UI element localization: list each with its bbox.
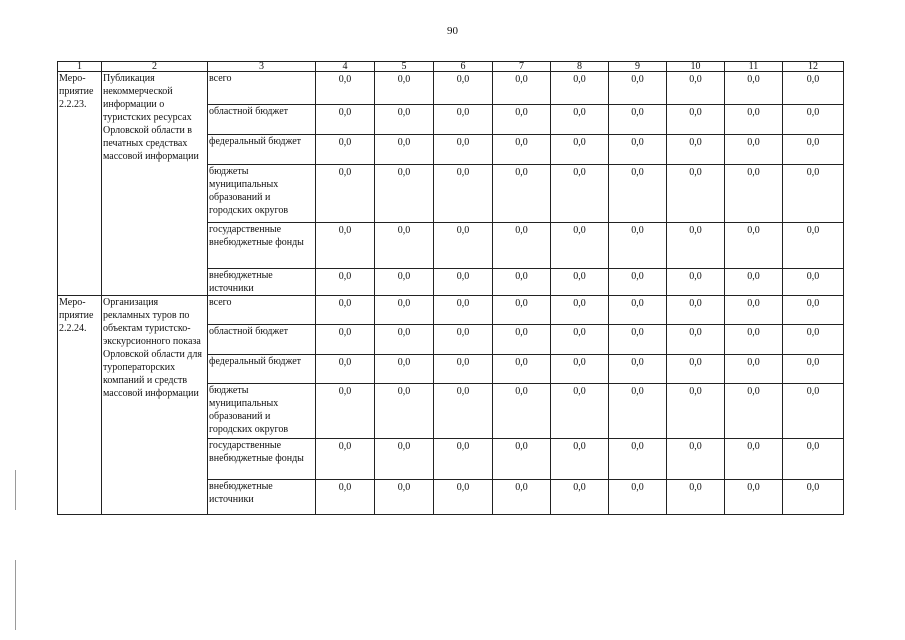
- value-cell: 0,0: [725, 105, 783, 135]
- value-cell: 0,0: [434, 384, 493, 439]
- funding-source: федеральный бюджет: [208, 355, 316, 384]
- value-cell: 0,0: [725, 223, 783, 269]
- value-cell: 0,0: [609, 439, 667, 480]
- value-cell: 0,0: [316, 355, 375, 384]
- funding-source: бюджеты муниципальных образований и городских округов: [208, 165, 316, 223]
- column-number-header: 9: [609, 62, 667, 72]
- value-cell: 0,0: [434, 480, 493, 515]
- column-number-header: 7: [493, 62, 551, 72]
- value-cell: 0,0: [725, 135, 783, 165]
- value-cell: 0,0: [434, 325, 493, 355]
- value-cell: 0,0: [667, 325, 725, 355]
- value-cell: 0,0: [375, 296, 434, 325]
- value-cell: 0,0: [316, 384, 375, 439]
- value-cell: 0,0: [783, 72, 844, 105]
- value-cell: 0,0: [609, 296, 667, 325]
- value-cell: 0,0: [375, 439, 434, 480]
- column-number-header: 11: [725, 62, 783, 72]
- value-cell: 0,0: [551, 296, 609, 325]
- value-cell: 0,0: [375, 355, 434, 384]
- value-cell: 0,0: [609, 105, 667, 135]
- value-cell: 0,0: [493, 135, 551, 165]
- value-cell: 0,0: [609, 269, 667, 296]
- header-row: [58, 62, 844, 72]
- value-cell: 0,0: [493, 296, 551, 325]
- value-cell: 0,0: [551, 480, 609, 515]
- measure-description: Публикация некоммерческой информации о туристских ресурсах Орловской области в печатных средствах массовой информации: [102, 72, 208, 296]
- value-cell: 0,0: [493, 223, 551, 269]
- value-cell: 0,0: [434, 165, 493, 223]
- column-number-header: 12: [783, 62, 844, 72]
- column-number-header: 4: [316, 62, 375, 72]
- value-cell: 0,0: [375, 384, 434, 439]
- value-cell: 0,0: [551, 165, 609, 223]
- value-cell: 0,0: [434, 296, 493, 325]
- funding-source: бюджеты муниципальных образований и городских округов: [208, 384, 316, 439]
- value-cell: 0,0: [667, 223, 725, 269]
- measure-line: Меро-: [59, 297, 86, 308]
- funding-source: областной бюджет: [208, 325, 316, 355]
- value-cell: 0,0: [667, 105, 725, 135]
- table-body: [58, 62, 844, 515]
- value-cell: 0,0: [783, 105, 844, 135]
- funding-source: федеральный бюджет: [208, 135, 316, 165]
- value-cell: 0,0: [609, 72, 667, 105]
- value-cell: 0,0: [667, 72, 725, 105]
- value-cell: 0,0: [375, 72, 434, 105]
- value-cell: 0,0: [667, 165, 725, 223]
- value-cell: 0,0: [609, 325, 667, 355]
- column-number-header: 6: [434, 62, 493, 72]
- value-cell: 0,0: [434, 355, 493, 384]
- value-cell: 0,0: [783, 480, 844, 515]
- value-cell: 0,0: [375, 223, 434, 269]
- measure-line: Меро-: [59, 73, 86, 84]
- column-number-header: 1: [58, 62, 102, 72]
- value-cell: 0,0: [375, 105, 434, 135]
- value-cell: 0,0: [609, 355, 667, 384]
- value-cell: 0,0: [551, 439, 609, 480]
- value-cell: 0,0: [551, 105, 609, 135]
- value-cell: 0,0: [609, 223, 667, 269]
- measure-cell: [58, 72, 102, 296]
- value-cell: 0,0: [434, 72, 493, 105]
- column-number-header: 2: [102, 62, 208, 72]
- scan-artifact-line: [15, 470, 16, 510]
- measure-line: приятие: [59, 310, 94, 321]
- value-cell: 0,0: [375, 325, 434, 355]
- value-cell: 0,0: [375, 135, 434, 165]
- value-cell: 0,0: [375, 480, 434, 515]
- scan-artifact-line: [15, 560, 16, 630]
- value-cell: 0,0: [316, 223, 375, 269]
- value-cell: 0,0: [316, 439, 375, 480]
- value-cell: 0,0: [667, 439, 725, 480]
- measure-description: Организация рекламных туров по объектам туристско-экскурсионного показа Орловской области для туроператорских компаний и средств массовой информации: [102, 296, 208, 515]
- value-cell: 0,0: [783, 296, 844, 325]
- value-cell: 0,0: [725, 384, 783, 439]
- value-cell: 0,0: [725, 269, 783, 296]
- value-cell: 0,0: [609, 165, 667, 223]
- funding-source: государственные внебюджетные фонды: [208, 439, 316, 480]
- value-cell: 0,0: [551, 72, 609, 105]
- value-cell: 0,0: [783, 325, 844, 355]
- value-cell: 0,0: [783, 223, 844, 269]
- value-cell: 0,0: [493, 72, 551, 105]
- value-cell: 0,0: [493, 480, 551, 515]
- funding-source: внебюджетные источники: [208, 480, 316, 515]
- value-cell: 0,0: [316, 269, 375, 296]
- measure-line: 2.2.24.: [59, 323, 87, 334]
- value-cell: 0,0: [493, 269, 551, 296]
- value-cell: 0,0: [434, 135, 493, 165]
- value-cell: 0,0: [725, 480, 783, 515]
- value-cell: 0,0: [783, 135, 844, 165]
- value-cell: 0,0: [667, 355, 725, 384]
- funding-source: всего: [208, 72, 316, 105]
- value-cell: 0,0: [667, 296, 725, 325]
- value-cell: 0,0: [551, 223, 609, 269]
- value-cell: 0,0: [783, 384, 844, 439]
- value-cell: 0,0: [725, 72, 783, 105]
- value-cell: 0,0: [551, 355, 609, 384]
- value-cell: 0,0: [725, 296, 783, 325]
- value-cell: 0,0: [316, 325, 375, 355]
- column-number-header: 3: [208, 62, 316, 72]
- funding-table: [57, 61, 844, 515]
- value-cell: 0,0: [316, 480, 375, 515]
- value-cell: 0,0: [783, 165, 844, 223]
- value-cell: 0,0: [493, 105, 551, 135]
- value-cell: 0,0: [316, 72, 375, 105]
- value-cell: 0,0: [316, 165, 375, 223]
- value-cell: 0,0: [551, 325, 609, 355]
- value-cell: 0,0: [609, 480, 667, 515]
- value-cell: 0,0: [493, 325, 551, 355]
- value-cell: 0,0: [609, 384, 667, 439]
- value-cell: 0,0: [667, 269, 725, 296]
- value-cell: 0,0: [725, 439, 783, 480]
- value-cell: 0,0: [316, 296, 375, 325]
- value-cell: 0,0: [493, 384, 551, 439]
- value-cell: 0,0: [434, 269, 493, 296]
- value-cell: 0,0: [434, 439, 493, 480]
- value-cell: 0,0: [783, 355, 844, 384]
- value-cell: 0,0: [725, 355, 783, 384]
- value-cell: 0,0: [375, 165, 434, 223]
- value-cell: 0,0: [725, 325, 783, 355]
- value-cell: 0,0: [493, 439, 551, 480]
- funding-source: всего: [208, 296, 316, 325]
- value-cell: 0,0: [316, 135, 375, 165]
- funding-source: областной бюджет: [208, 105, 316, 135]
- value-cell: 0,0: [551, 384, 609, 439]
- page-number: 90: [447, 25, 458, 37]
- value-cell: 0,0: [609, 135, 667, 165]
- column-number-header: 8: [551, 62, 609, 72]
- value-cell: 0,0: [667, 135, 725, 165]
- column-number-header: 5: [375, 62, 434, 72]
- value-cell: 0,0: [316, 105, 375, 135]
- value-cell: 0,0: [725, 165, 783, 223]
- measure-line: 2.2.23.: [59, 99, 87, 110]
- funding-source: внебюджетные источники: [208, 269, 316, 296]
- value-cell: 0,0: [434, 223, 493, 269]
- table-row: [58, 72, 844, 105]
- funding-source: государственные внебюджетные фонды: [208, 223, 316, 269]
- measure-cell: [58, 296, 102, 515]
- table-row: [58, 296, 844, 325]
- value-cell: 0,0: [551, 135, 609, 165]
- value-cell: 0,0: [783, 439, 844, 480]
- measure-line: приятие: [59, 86, 94, 97]
- column-number-header: 10: [667, 62, 725, 72]
- value-cell: 0,0: [783, 269, 844, 296]
- value-cell: 0,0: [434, 105, 493, 135]
- value-cell: 0,0: [493, 355, 551, 384]
- value-cell: 0,0: [667, 384, 725, 439]
- value-cell: 0,0: [493, 165, 551, 223]
- value-cell: 0,0: [551, 269, 609, 296]
- value-cell: 0,0: [667, 480, 725, 515]
- value-cell: 0,0: [375, 269, 434, 296]
